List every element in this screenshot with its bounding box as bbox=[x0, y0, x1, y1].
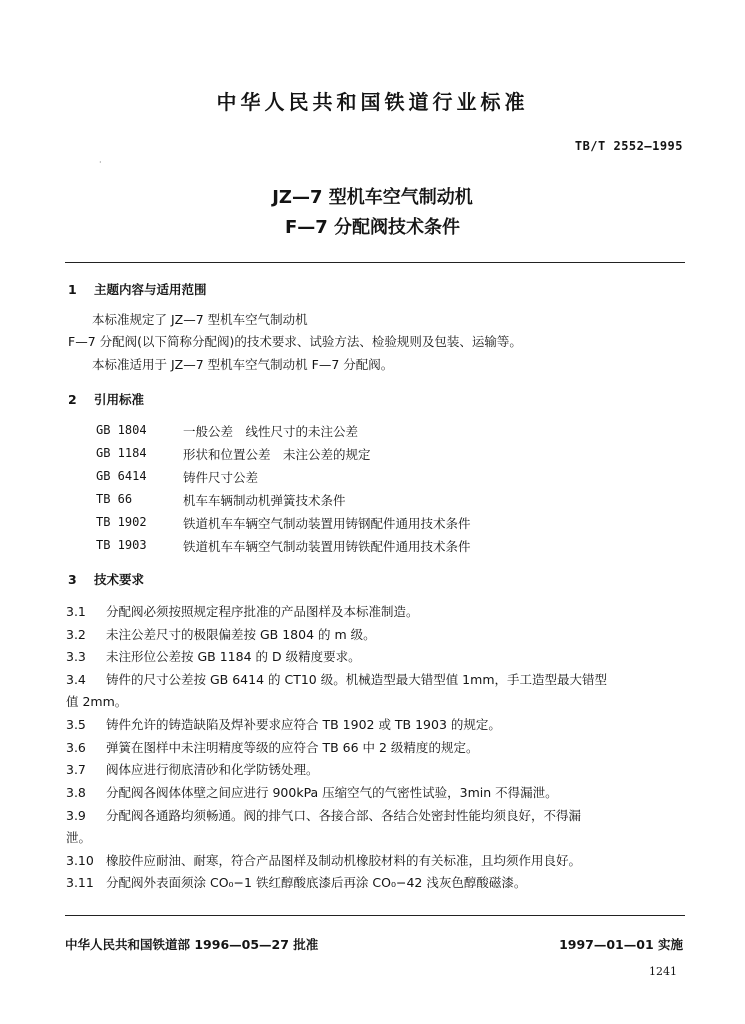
requirement-item bbox=[66, 670, 607, 688]
paragraph: F—7 分配阀(以下简称分配阀)的技术要求、试验方法、检验规则及包装、运输等。 bbox=[68, 334, 522, 349]
reference-code: GB 1804 bbox=[96, 423, 147, 437]
requirement-number: 3.1 bbox=[66, 604, 86, 619]
requirement-text: 分配阀必须按照规定程序批准的产品图样及本标准制造。 bbox=[106, 604, 419, 619]
requirement-number: 3.6 bbox=[66, 740, 86, 755]
requirement-number: 3.9 bbox=[66, 808, 86, 823]
page-number: 1241 bbox=[649, 965, 677, 978]
requirement-text: 分配阀外表面须涂 CO₀−1 铁红醇酸底漆后再涂 CO₀−42 浅灰色醇酸磁漆。 bbox=[106, 875, 527, 890]
document-title-line-2: F—7 分配阀技术条件 bbox=[284, 217, 461, 238]
requirement-text: 未注公差尺寸的极限偏差按 GB 1804 的 m 级。 bbox=[106, 627, 376, 642]
requirement-continuation: 值 2mm。 bbox=[66, 694, 128, 709]
header-divider bbox=[65, 262, 685, 263]
reference-title: 一般公差 线性尺寸的未注公差 bbox=[183, 424, 359, 439]
standard-category-header: 中华人民共和国铁道行业标准 bbox=[216, 90, 529, 114]
scan-speck: · bbox=[99, 158, 102, 167]
reference-title: 形状和位置公差 未注公差的规定 bbox=[183, 447, 371, 462]
requirement-text: 弹簧在图样中未注明精度等级的应符合 TB 66 中 2 级精度的规定。 bbox=[106, 740, 479, 755]
reference-code: TB 1902 bbox=[96, 515, 147, 529]
requirement-text: 铸件允许的铸造缺陷及焊补要求应符合 TB 1902 或 TB 1903 的规定。 bbox=[106, 717, 501, 732]
requirement-number: 3.3 bbox=[66, 649, 86, 664]
requirement-number: 3.5 bbox=[66, 717, 86, 732]
requirement-item bbox=[66, 738, 478, 756]
requirement-number: 3.10 bbox=[66, 853, 94, 868]
requirement-text: 橡胶件应耐油、耐寒，符合产品图样及制动机橡胶材料的有关标准，且均须作用良好。 bbox=[106, 853, 582, 868]
requirement-number: 3.7 bbox=[66, 762, 86, 777]
requirement-item bbox=[66, 715, 501, 733]
requirement-continuation: 泄。 bbox=[66, 830, 92, 845]
requirement-text: 阀体应进行彻底清砂和化学防锈处理。 bbox=[106, 762, 319, 777]
section-title: 引用标准 bbox=[94, 392, 145, 407]
paragraph: 本标准规定了 JZ—7 型机车空气制动机 bbox=[92, 312, 308, 327]
requirement-item bbox=[66, 602, 419, 620]
section-heading-2 bbox=[68, 390, 144, 408]
requirement-text: 铸件的尺寸公差按 GB 6414 的 CT10 级。机械造型最大错型值 1mm，手工造型最大错型 bbox=[106, 672, 607, 687]
implementation-date: 1997—01—01 实施 bbox=[559, 937, 683, 952]
requirement-item bbox=[66, 625, 376, 643]
requirement-number: 3.2 bbox=[66, 627, 86, 642]
reference-title: 铸件尺寸公差 bbox=[183, 470, 259, 485]
reference-code: GB 1184 bbox=[96, 446, 147, 460]
requirement-text: 分配阀各阀体体壁之间应进行 900kPa 压缩空气的气密性试验，3min 不得漏泄。 bbox=[106, 785, 558, 800]
requirement-item bbox=[66, 783, 558, 801]
document-title-line-1: JZ—7 型机车空气制动机 bbox=[272, 187, 473, 208]
requirement-number: 3.4 bbox=[66, 672, 86, 687]
footer-divider bbox=[65, 915, 685, 916]
requirement-item bbox=[66, 760, 319, 778]
reference-code: TB 66 bbox=[96, 492, 133, 506]
section-title: 主题内容与适用范围 bbox=[94, 282, 207, 297]
requirement-item bbox=[66, 873, 526, 891]
section-title: 技术要求 bbox=[94, 572, 145, 587]
section-number: 2 bbox=[68, 392, 77, 407]
section-heading-3 bbox=[68, 570, 144, 588]
requirement-text: 未注形位公差按 GB 1184 的 D 级精度要求。 bbox=[106, 649, 361, 664]
section-number: 1 bbox=[68, 282, 77, 297]
requirement-item bbox=[66, 851, 581, 869]
approval-statement: 中华人民共和国铁道部 1996—05—27 批准 bbox=[65, 937, 319, 952]
section-heading-1 bbox=[68, 280, 207, 298]
paragraph: 本标准适用于 JZ—7 型机车空气制动机 F—7 分配阀。 bbox=[92, 357, 394, 372]
reference-title: 铁道机车车辆空气制动装置用铸铁配件通用技术条件 bbox=[183, 539, 471, 554]
requirement-text: 分配阀各通路均须畅通。阀的排气口、各接合部、各结合处密封性能均须良好，不得漏 bbox=[106, 808, 582, 823]
requirement-number: 3.8 bbox=[66, 785, 86, 800]
standard-number: TB/T 2552—1995 bbox=[574, 139, 683, 153]
requirement-item bbox=[66, 806, 581, 824]
reference-title: 铁道机车车辆空气制动装置用铸钢配件通用技术条件 bbox=[183, 516, 471, 531]
reference-title: 机车车辆制动机弹簧技术条件 bbox=[183, 493, 346, 508]
section-number: 3 bbox=[68, 572, 77, 587]
requirement-item bbox=[66, 647, 361, 665]
requirement-number: 3.11 bbox=[66, 875, 94, 890]
reference-code: TB 1903 bbox=[96, 538, 147, 552]
reference-code: GB 6414 bbox=[96, 469, 147, 483]
